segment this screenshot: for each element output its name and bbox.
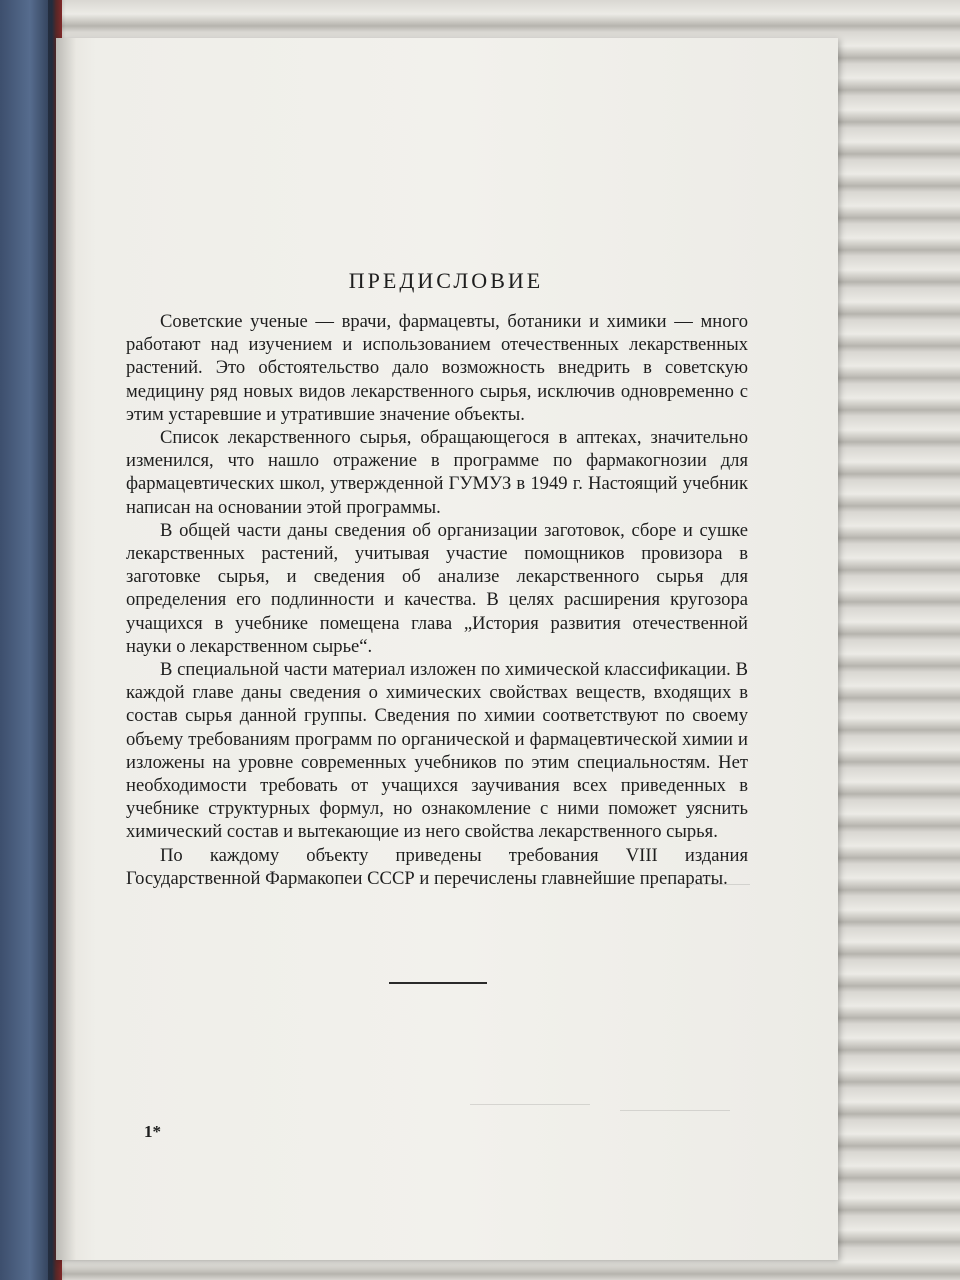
paragraph: В специальной части материал изложен по химической классификации. В каждой главе даны сведения о химических свойствах веществ, входящих в состав сырья данной группы. Сведения по химии соответствуют по своему объему требованиям программ по органической и фармацевтической химии и изложены на уровне современных учебников по этим специальностям. Нет необходимости требовать от учащихся заучивания всех приведенных в учебнике структурных формул, но ознакомление с ними поможет уяснить химический состав и вытекающие из него свойства лекарственного сырья. [126,659,748,843]
paragraph: В общей части даны сведения об организации заготовок, сборе и сушке лекарственных растений, учитывая участие помощников провизора в заготовке сырья, и сведения об анализе лекарственного сырья для определения его подлинности и качества. В целях расширения кругозора учащихся в учебнике помещена глава „История развития отечественной науки о лекарственном сырье“. [126,519,748,657]
show-through-mark [620,1110,730,1111]
page-title: ПРЕДИСЛОВИЕ [348,268,544,293]
page-gutter-shadow [56,38,76,1260]
signature-mark: 1* [144,1122,161,1141]
paragraph: По каждому объекту приведены требования VIII издания Государственной Фармакопеи СССР и перечислены главнейшие препараты. [126,844,748,889]
show-through-mark [470,1104,590,1105]
preface-text-block [126,268,748,890]
section-end-rule [389,982,487,984]
paragraph: Советские ученые — врачи, фармацевты, ботаники и химики — много работают над изучением и использованием отечественных лекарственных растений. Это обстоятельство дало возможность внедрить в советскую медицину ряд новых видов лекарственного сырья, исключив одновременно с этим устаревшие и утратившие значение объекты. [126,311,748,425]
paragraph: Список лекарственного сырья, обращающегося в аптеках, значительно изменился, что нашло отражение в программе по фармакогнозии для фармацевтических школ, утвержденной ГУМУЗ в 1949 г. Настоящий учебник написан на основании этой программы. [126,427,748,518]
